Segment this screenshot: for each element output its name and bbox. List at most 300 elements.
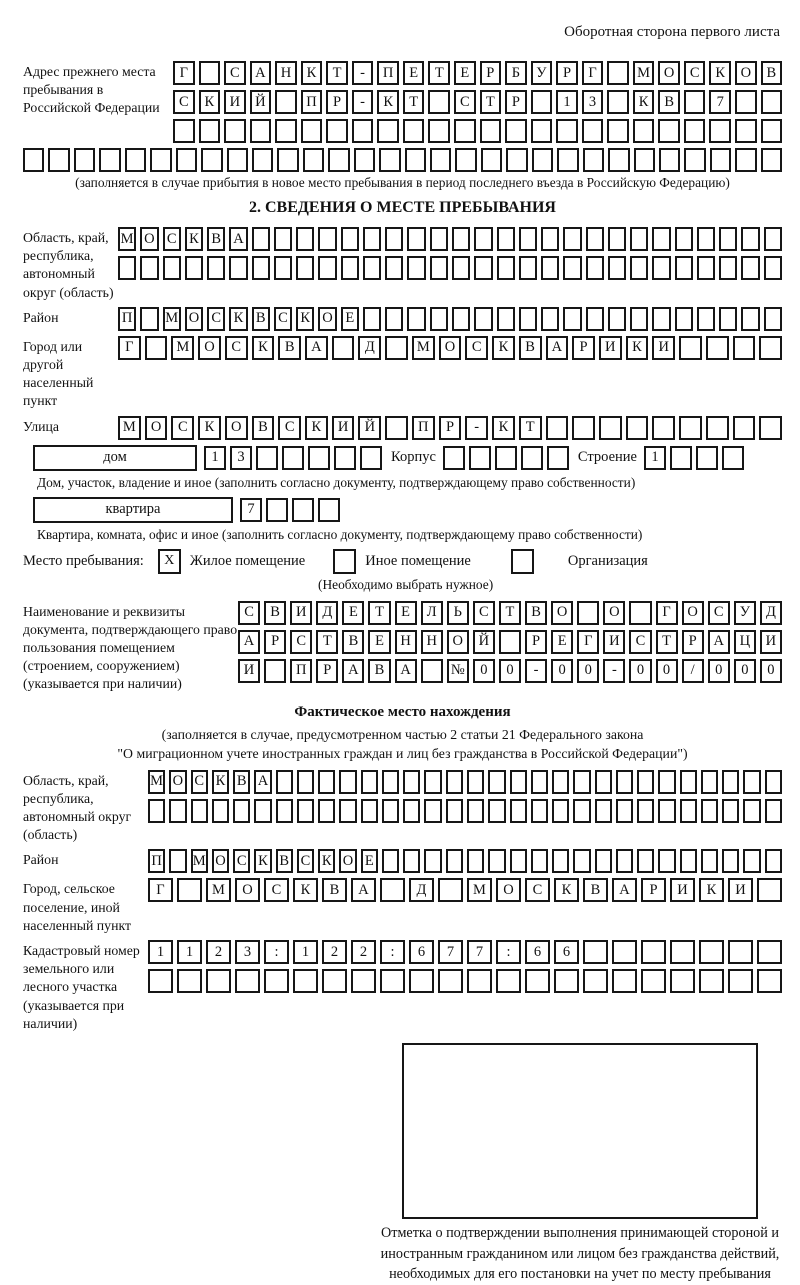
char-cell[interactable]: 2 [206,940,231,964]
char-cell[interactable]: В [264,601,286,625]
char-cell[interactable]: С [225,336,248,360]
char-cell[interactable]: Б [505,61,527,85]
char-cell[interactable] [586,256,604,280]
char-cell[interactable]: Н [421,630,443,654]
char-cell[interactable]: О [169,770,186,794]
char-cell[interactable] [616,799,633,823]
char-cell[interactable] [670,969,695,993]
char-cell[interactable]: Е [368,630,390,654]
char-cell[interactable]: О [496,878,521,902]
char-cell[interactable]: О [318,307,336,331]
char-cell[interactable] [264,659,286,683]
char-cell[interactable]: С [224,61,246,85]
char-cell[interactable]: С [274,307,292,331]
char-cell[interactable]: К [492,416,515,440]
char-cell[interactable] [145,336,168,360]
char-cell[interactable] [699,969,724,993]
checkbox-inoe-pomeshchenie[interactable] [333,549,356,574]
char-cell[interactable] [684,148,705,172]
char-cell[interactable]: Д [358,336,381,360]
char-cell[interactable]: 0 [656,659,678,683]
char-cell[interactable]: Г [118,336,141,360]
char-cell[interactable]: 2 [322,940,347,964]
char-cell[interactable]: В [525,601,547,625]
char-cell[interactable] [630,307,648,331]
char-cell[interactable] [296,227,314,251]
char-cell[interactable] [709,119,731,143]
char-cell[interactable] [728,940,753,964]
char-cell[interactable]: А [229,227,247,251]
char-cell[interactable] [722,849,739,873]
char-cell[interactable] [322,969,347,993]
char-cell[interactable] [467,969,492,993]
char-cell[interactable] [675,227,693,251]
char-cell[interactable] [430,227,448,251]
char-cell[interactable]: А [708,630,730,654]
char-cell[interactable]: К [296,307,314,331]
char-cell[interactable] [438,878,463,902]
char-cell[interactable]: - [525,659,547,683]
char-cell[interactable] [212,799,229,823]
char-cell[interactable] [616,849,633,873]
char-cell[interactable]: С [465,336,488,360]
char-cell[interactable]: О [735,61,757,85]
char-cell[interactable] [630,256,648,280]
char-cell[interactable]: С [233,849,250,873]
char-cell[interactable] [633,119,655,143]
char-cell[interactable] [382,849,399,873]
char-cell[interactable]: С [629,630,651,654]
char-cell[interactable]: Н [275,61,297,85]
char-cell[interactable]: 0 [551,659,573,683]
char-cell[interactable]: С [278,416,301,440]
char-cell[interactable]: 0 [708,659,730,683]
char-cell[interactable] [556,119,578,143]
char-cell[interactable]: - [352,61,374,85]
char-cell[interactable] [403,770,420,794]
char-cell[interactable]: Р [556,61,578,85]
char-cell[interactable] [252,148,273,172]
char-cell[interactable] [552,849,569,873]
char-cell[interactable] [455,148,476,172]
char-cell[interactable] [616,770,633,794]
char-cell[interactable] [360,446,382,470]
char-cell[interactable] [634,148,655,172]
char-cell[interactable]: Ь [447,601,469,625]
char-cell[interactable] [629,601,651,625]
char-cell[interactable] [554,969,579,993]
char-cell[interactable]: Р [505,90,527,114]
char-cell[interactable] [563,307,581,331]
char-cell[interactable]: В [322,878,347,902]
char-cell[interactable]: Р [641,878,666,902]
char-cell[interactable]: № [447,659,469,683]
char-cell[interactable] [233,799,250,823]
char-cell[interactable]: К [199,90,221,114]
char-cell[interactable]: О [145,416,168,440]
char-cell[interactable]: Р [264,630,286,654]
char-cell[interactable] [764,307,782,331]
char-cell[interactable]: 1 [293,940,318,964]
char-cell[interactable]: А [254,770,271,794]
char-cell[interactable] [719,256,737,280]
char-cell[interactable]: О [551,601,573,625]
char-cell[interactable] [583,969,608,993]
char-cell[interactable] [546,416,569,440]
char-cell[interactable]: В [207,227,225,251]
char-cell[interactable] [680,849,697,873]
char-cell[interactable] [140,307,158,331]
char-cell[interactable] [385,307,403,331]
char-cell[interactable] [652,307,670,331]
char-cell[interactable] [541,307,559,331]
char-cell[interactable]: А [351,878,376,902]
char-cell[interactable]: М [118,416,141,440]
char-cell[interactable] [148,969,173,993]
char-cell[interactable]: Р [316,659,338,683]
char-cell[interactable]: И [290,601,312,625]
char-cell[interactable] [652,256,670,280]
char-cell[interactable]: П [148,849,165,873]
char-cell[interactable] [733,416,756,440]
char-cell[interactable] [531,849,548,873]
char-cell[interactable]: 6 [525,940,550,964]
char-cell[interactable]: О [198,336,221,360]
char-cell[interactable] [612,940,637,964]
char-cell[interactable] [341,256,359,280]
char-cell[interactable]: О [447,630,469,654]
char-cell[interactable] [759,416,782,440]
char-cell[interactable] [380,969,405,993]
char-cell[interactable] [706,336,729,360]
char-cell[interactable] [250,119,272,143]
char-cell[interactable]: Н [395,630,417,654]
char-cell[interactable] [293,969,318,993]
char-cell[interactable] [173,119,195,143]
char-cell[interactable] [403,119,425,143]
char-cell[interactable] [452,307,470,331]
char-cell[interactable] [583,148,604,172]
char-cell[interactable]: - [465,416,488,440]
char-cell[interactable] [296,256,314,280]
char-cell[interactable]: Л [421,601,443,625]
char-cell[interactable]: С [163,227,181,251]
char-cell[interactable]: 3 [235,940,260,964]
char-cell[interactable] [743,849,760,873]
char-cell[interactable]: М [467,878,492,902]
char-cell[interactable] [658,119,680,143]
char-cell[interactable] [254,799,271,823]
char-cell[interactable]: Т [656,630,678,654]
char-cell[interactable]: 1 [556,90,578,114]
char-cell[interactable]: К [709,61,731,85]
char-cell[interactable] [563,256,581,280]
char-cell[interactable] [573,849,590,873]
char-cell[interactable]: И [760,630,782,654]
char-cell[interactable] [573,770,590,794]
char-cell[interactable] [521,446,543,470]
char-cell[interactable]: О [185,307,203,331]
char-cell[interactable]: К [318,849,335,873]
char-cell[interactable]: К [554,878,579,902]
char-cell[interactable]: 0 [499,659,521,683]
char-cell[interactable] [701,770,718,794]
char-cell[interactable]: О [225,416,248,440]
char-cell[interactable]: 3 [230,446,252,470]
char-cell[interactable] [297,799,314,823]
char-cell[interactable] [573,799,590,823]
char-cell[interactable] [572,416,595,440]
char-cell[interactable] [552,799,569,823]
char-cell[interactable] [641,940,666,964]
char-cell[interactable] [680,799,697,823]
char-cell[interactable] [227,148,248,172]
char-cell[interactable] [697,307,715,331]
char-cell[interactable] [595,849,612,873]
char-cell[interactable]: А [238,630,260,654]
char-cell[interactable] [352,119,374,143]
char-cell[interactable] [765,799,782,823]
char-cell[interactable] [670,446,692,470]
char-cell[interactable] [177,969,202,993]
char-cell[interactable] [275,119,297,143]
char-cell[interactable]: Й [250,90,272,114]
char-cell[interactable] [229,256,247,280]
char-cell[interactable] [497,227,515,251]
char-cell[interactable] [743,799,760,823]
char-cell[interactable] [467,849,484,873]
char-cell[interactable] [467,770,484,794]
char-cell[interactable]: С [708,601,730,625]
char-cell[interactable] [474,227,492,251]
char-cell[interactable] [757,969,782,993]
char-cell[interactable] [765,770,782,794]
char-cell[interactable] [199,61,221,85]
char-cell[interactable] [407,307,425,331]
char-cell[interactable] [696,446,718,470]
char-cell[interactable]: О [682,601,704,625]
char-cell[interactable] [191,799,208,823]
char-cell[interactable] [626,416,649,440]
char-cell[interactable] [552,770,569,794]
char-cell[interactable] [697,227,715,251]
char-cell[interactable] [701,849,718,873]
char-cell[interactable] [163,256,181,280]
char-cell[interactable] [684,90,706,114]
char-cell[interactable] [308,446,330,470]
char-cell[interactable]: Р [525,630,547,654]
char-cell[interactable] [199,119,221,143]
char-cell[interactable] [764,256,782,280]
char-cell[interactable]: О [439,336,462,360]
char-cell[interactable] [292,498,314,522]
char-cell[interactable]: В [252,416,275,440]
char-cell[interactable]: 0 [734,659,756,683]
char-cell[interactable] [326,119,348,143]
char-cell[interactable]: И [670,878,695,902]
char-cell[interactable]: И [224,90,246,114]
char-cell[interactable]: Й [473,630,495,654]
char-cell[interactable]: 3 [582,90,604,114]
char-cell[interactable] [474,307,492,331]
char-cell[interactable] [757,940,782,964]
char-cell[interactable] [510,799,527,823]
char-cell[interactable]: М [191,849,208,873]
char-cell[interactable]: И [332,416,355,440]
char-cell[interactable]: У [734,601,756,625]
char-cell[interactable]: Р [326,90,348,114]
char-cell[interactable] [675,256,693,280]
char-cell[interactable] [697,256,715,280]
char-cell[interactable] [363,307,381,331]
char-cell[interactable] [499,630,521,654]
char-cell[interactable]: У [531,61,553,85]
char-cell[interactable] [582,119,604,143]
char-cell[interactable] [607,119,629,143]
char-cell[interactable] [125,148,146,172]
char-cell[interactable] [761,119,783,143]
char-cell[interactable] [303,148,324,172]
char-cell[interactable] [339,799,356,823]
char-cell[interactable] [608,227,626,251]
char-cell[interactable] [301,119,323,143]
char-cell[interactable]: В [233,770,250,794]
char-cell[interactable] [496,969,521,993]
char-cell[interactable] [583,940,608,964]
char-cell[interactable]: Т [480,90,502,114]
char-cell[interactable] [608,256,626,280]
char-cell[interactable] [658,770,675,794]
char-cell[interactable]: 0 [629,659,651,683]
char-cell[interactable] [169,799,186,823]
char-cell[interactable] [519,307,537,331]
char-cell[interactable] [351,969,376,993]
char-cell[interactable] [385,336,408,360]
char-cell[interactable] [641,969,666,993]
char-cell[interactable] [424,849,441,873]
char-cell[interactable]: М [171,336,194,360]
char-cell[interactable] [761,148,782,172]
char-cell[interactable]: В [658,90,680,114]
char-cell[interactable] [505,119,527,143]
char-cell[interactable] [510,849,527,873]
char-cell[interactable] [637,799,654,823]
char-cell[interactable]: Д [760,601,782,625]
char-cell[interactable]: : [380,940,405,964]
checkbox-zhiloe-pomeshchenie[interactable]: X [158,549,181,574]
char-cell[interactable] [706,416,729,440]
char-cell[interactable] [446,849,463,873]
char-cell[interactable] [201,148,222,172]
char-cell[interactable] [679,336,702,360]
char-cell[interactable] [409,969,434,993]
char-cell[interactable] [547,446,569,470]
char-cell[interactable]: Е [403,61,425,85]
char-cell[interactable]: О [603,601,625,625]
char-cell[interactable] [332,336,355,360]
char-cell[interactable]: / [682,659,704,683]
char-cell[interactable]: В [761,61,783,85]
char-cell[interactable] [140,256,158,280]
char-cell[interactable]: И [599,336,622,360]
char-cell[interactable] [658,799,675,823]
char-cell[interactable]: Р [439,416,462,440]
char-cell[interactable] [759,336,782,360]
char-cell[interactable] [421,659,443,683]
char-cell[interactable]: Е [395,601,417,625]
char-cell[interactable] [764,227,782,251]
char-cell[interactable] [735,90,757,114]
char-cell[interactable]: О [339,849,356,873]
char-cell[interactable]: О [658,61,680,85]
char-cell[interactable]: 7 [240,498,262,522]
char-cell[interactable] [276,799,293,823]
char-cell[interactable] [531,799,548,823]
char-cell[interactable]: Г [148,878,173,902]
char-cell[interactable]: Т [428,61,450,85]
char-cell[interactable] [741,307,759,331]
char-cell[interactable]: А [342,659,364,683]
char-cell[interactable] [474,256,492,280]
char-cell[interactable]: О [212,849,229,873]
char-cell[interactable] [252,227,270,251]
char-cell[interactable]: В [368,659,390,683]
char-cell[interactable] [430,148,451,172]
checkbox-organizatsiya[interactable] [511,549,534,574]
char-cell[interactable]: К [293,878,318,902]
char-cell[interactable]: И [603,630,625,654]
char-cell[interactable] [277,148,298,172]
char-cell[interactable]: В [252,307,270,331]
char-cell[interactable] [224,119,246,143]
char-cell[interactable] [207,256,225,280]
char-cell[interactable]: В [583,878,608,902]
char-cell[interactable]: С [238,601,260,625]
char-cell[interactable]: К [229,307,247,331]
char-cell[interactable]: : [496,940,521,964]
char-cell[interactable] [339,770,356,794]
char-cell[interactable] [235,969,260,993]
char-cell[interactable]: П [290,659,312,683]
char-cell[interactable] [675,307,693,331]
char-cell[interactable]: Т [403,90,425,114]
char-cell[interactable] [148,799,165,823]
char-cell[interactable] [495,446,517,470]
char-cell[interactable]: С [171,416,194,440]
char-cell[interactable] [531,90,553,114]
char-cell[interactable] [318,770,335,794]
char-cell[interactable] [497,307,515,331]
char-cell[interactable] [446,770,463,794]
char-cell[interactable]: П [118,307,136,331]
char-cell[interactable] [264,969,289,993]
char-cell[interactable]: С [191,770,208,794]
char-cell[interactable]: 1 [177,940,202,964]
char-cell[interactable] [595,799,612,823]
char-cell[interactable] [430,307,448,331]
char-cell[interactable]: К [252,336,275,360]
char-cell[interactable] [488,799,505,823]
char-cell[interactable] [710,148,731,172]
char-cell[interactable]: 1 [148,940,173,964]
char-cell[interactable] [735,119,757,143]
char-cell[interactable] [424,770,441,794]
char-cell[interactable]: Р [480,61,502,85]
char-cell[interactable] [684,119,706,143]
char-cell[interactable] [74,148,95,172]
char-cell[interactable] [652,416,675,440]
char-cell[interactable]: М [163,307,181,331]
